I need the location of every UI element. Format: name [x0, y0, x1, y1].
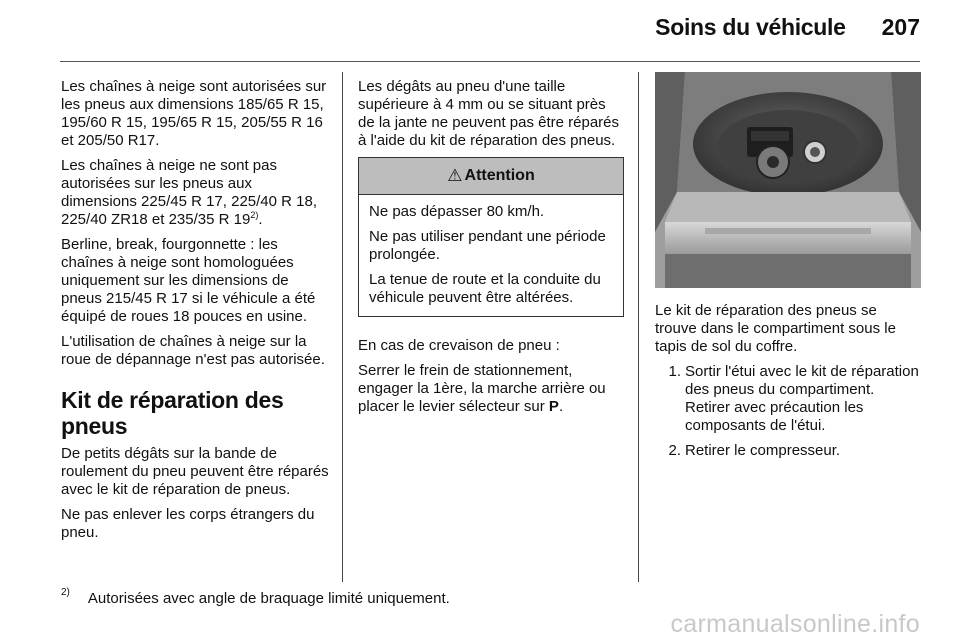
watermark: carmanualsonline.info [670, 610, 920, 638]
attention-line: Ne pas utiliser pendant une période prolongée. [369, 228, 606, 263]
paragraph: Berline, break, fourgonnette : les chaînes à neige sont homologuées uniquement sur les dimensions de pneus 215/45 R 17 si le véhicule a été équipé de roues 18 pouces en usine. [61, 236, 316, 325]
paragraph: Les chaînes à neige ne sont pas autorisées sur les pneus aux dimensions 225/45 R 17, 225/40 R 18, 225/40 ZR18 et 235/35 R 19$^{2)}$. [61, 157, 318, 228]
paragraph: L'utilisation de chaînes à neige sur la roue de dépannage n'est pas autorisée. [61, 333, 325, 368]
paragraph: Ne pas enlever les corps étrangers du pneu. [61, 506, 315, 541]
section-heading: Kit de réparation des pneus [61, 387, 284, 439]
attention-title: Attention [464, 167, 535, 184]
section-title: Soins du véhicule [655, 14, 846, 40]
paragraph: En cas de crevaison de pneu : [358, 337, 560, 354]
page-number: 207 [881, 14, 920, 40]
paragraph: Les chaînes à neige sont autorisées sur les pneus aux dimensions 185/65 R 15, 195/60 R 15, 195/65 R 15, 205/55 R 16 et 205/50 R17. [61, 78, 327, 149]
step-item [655, 363, 921, 435]
footnote-ref[interactable]: 2) [250, 210, 259, 220]
step-list [655, 363, 921, 460]
footnote [61, 587, 450, 607]
step-number: 1. [668, 363, 681, 380]
header-rule [60, 61, 920, 62]
step-text: Sortir l'étui avec le kit de réparation des pneus du compartiment. Retirer avec précaution les composants de l'étui. [685, 363, 919, 434]
paragraph: Le kit de réparation des pneus se trouve dans le compartiment sous le tapis de sol du coffre. [655, 302, 896, 355]
column-divider [638, 72, 639, 582]
paragraph: De petits dégâts sur la bande de roulement du pneu peuvent être réparés avec le kit de réparation de pneus. [61, 445, 329, 498]
trunk-repair-kit-illustration [655, 72, 921, 288]
attention-line: La tenue de route et la conduite du véhicule peuvent être altérées. [369, 271, 601, 306]
page-header [655, 14, 920, 50]
attention-body [359, 195, 623, 316]
paragraph: Les dégâts au pneu d'une taille supérieure à 4 mm ou se situant près de la jante ne peuvent pas être réparés à l'aide du kit de réparation des pneus. [358, 78, 620, 149]
step-item [655, 442, 921, 460]
footnote-text: Autorisées avec angle de braquage limité uniquement. [87, 590, 450, 607]
footnote-mark: 2) [61, 587, 70, 598]
attention-line: Ne pas dépasser 80 km/h. [369, 203, 545, 220]
step-number: 2. [668, 442, 681, 459]
attention-box [358, 157, 624, 317]
column-middle [358, 78, 624, 423]
trunk-photo [655, 72, 921, 288]
warning-triangle-icon: ⚠ [447, 166, 463, 185]
column-right [655, 78, 921, 467]
column-divider [342, 72, 343, 582]
column-left [61, 78, 331, 549]
gear-p-label: P [548, 398, 559, 415]
attention-header [359, 158, 623, 195]
paragraph: Serrer le frein de stationnement, engager la 1ère, la marche arrière ou placer le levier sélecteur sur P. [358, 362, 606, 415]
step-text: Retirer le compresseur. [685, 442, 841, 459]
